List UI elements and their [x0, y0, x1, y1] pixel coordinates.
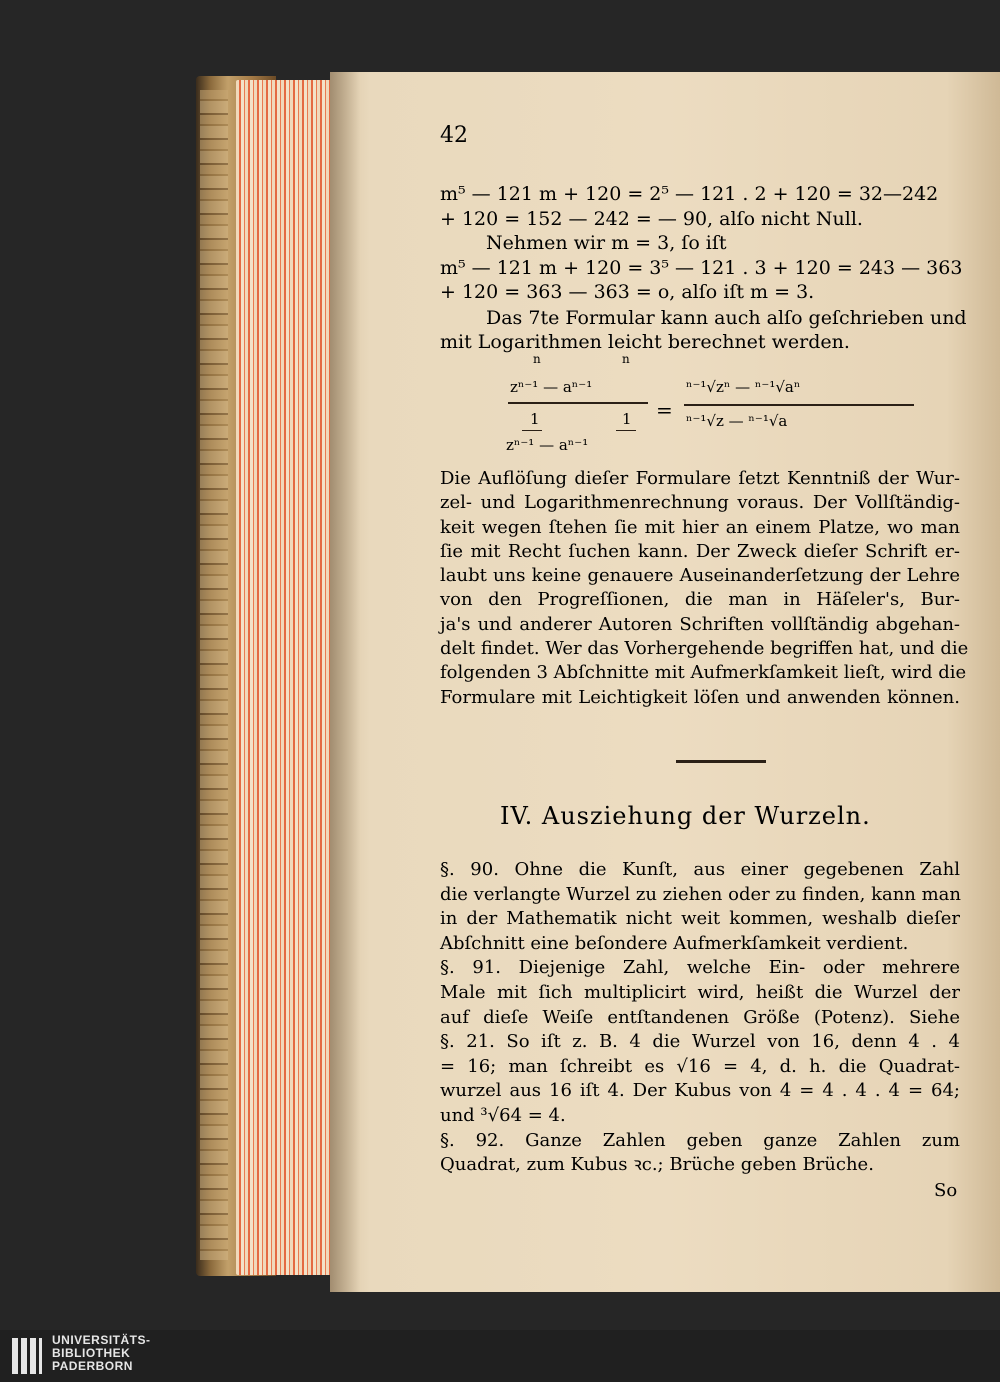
math-denominator-2: 1: [622, 410, 632, 428]
text-line: die verlangte Wurzel zu ziehen oder zu finden, kann man: [440, 883, 962, 905]
text-line: Quadrat, zum Kubus ꝛc.; Brüche geben Brüche.: [440, 1154, 874, 1176]
text-line: §. 21. So iſt z. B. 4 die Wurzel von 16, denn 4 . 4: [440, 1031, 960, 1053]
text-line: wurzel aus 16 iſt 4. Der Kubus von 4 = 4 . 4 . 4 = 64;: [440, 1080, 960, 1102]
paragraph-1: [440, 467, 969, 710]
math-small-bar-1: [522, 430, 542, 431]
page-number: 42: [440, 123, 468, 148]
formula-line-3: Nehmen wir m = 3, ſo iſt: [486, 232, 727, 254]
math-numerator-left: zⁿ⁻¹ — aⁿ⁻¹: [510, 378, 593, 396]
formula-line-4: m⁵ — 121 m + 120 = 3⁵ — 121 . 3 + 120 = 243 — 363: [440, 257, 963, 279]
math-denominator-right: ⁿ⁻¹√z — ⁿ⁻¹√a: [686, 412, 788, 430]
formula-line-5: + 120 = 363 — 363 = o, alſo iſt m = 3.: [440, 281, 815, 303]
text-line: ſie mit Recht ſuchen kann. Der Zweck dieſer Schrift er-: [440, 540, 960, 562]
formula-line-7: mit Logarithmen leicht berechnet werden.: [440, 331, 850, 353]
text-line: = 16; man ſchreibt es √16 = 4, d. h. die Quadrat-: [440, 1055, 960, 1077]
text-line: §. 91. Diejenige Zahl, welche Ein- oder mehrere: [440, 957, 960, 979]
formula-line-6: Das 7te Formular kann auch alſo geſchrieben und: [486, 307, 967, 329]
text-line: §. 90. Ohne die Kunſt, aus einer gegebenen Zahl: [440, 859, 960, 880]
formula-line-2: + 120 = 152 — 242 = — 90, alſo nicht Null.: [440, 208, 863, 230]
gutter-shadow: [330, 72, 360, 1292]
text-line: delt findet. Wer das Vorhergehende begriffen hat, und die: [440, 638, 969, 660]
text-line: §. 92. Ganze Zahlen geben ganze Zahlen zum: [440, 1129, 960, 1151]
math-small-bar-2: [616, 430, 636, 431]
text-line: zel- und Logarithmenrechnung voraus. Der Vollſtändig-: [440, 492, 960, 514]
page-edges: [236, 80, 336, 1275]
math-equals: =: [656, 398, 673, 422]
math-denominator-1: 1: [530, 410, 540, 428]
math-exp-right: n: [622, 352, 630, 366]
paragraph-2: [440, 858, 960, 1178]
text-line: Abſchnitt eine beſondere Aufmerkſamkeit verdient.: [440, 932, 909, 954]
math-fraction-bar-left: [508, 402, 648, 404]
text-line: in der Mathematik nicht weit kommen, weshalb dieſer: [440, 908, 960, 930]
text-line: auf dieſe Weiſe entſtandenen Größe (Potenz). Siehe: [440, 1006, 960, 1028]
text-line: Die Auflöſung dieſer Formulare ſetzt Kenntniß der Wur-: [440, 468, 960, 489]
text-line: keit wegen ſtehen ſie mit hier an einem Platze, wo man: [440, 516, 960, 538]
text-line: ja's und anderer Autoren Schriften vollſtändig abgehan-: [440, 613, 960, 635]
section-divider: [676, 760, 766, 763]
catchword: So: [934, 1180, 958, 1201]
library-name: [52, 1334, 151, 1373]
math-exp-left: n: [533, 352, 541, 366]
section-title: IV. Ausziehung der Wurzeln.: [500, 802, 871, 830]
text-line: folgenden 3 Abſchnitte mit Aufmerkſamkeit lieſt, wird die: [440, 662, 967, 684]
library-name-line: PADERBORN: [52, 1359, 133, 1373]
math-formula: [500, 352, 940, 464]
math-denominator-bottom: zⁿ⁻¹ — aⁿ⁻¹: [506, 436, 589, 454]
cover-spine-pattern: [200, 90, 228, 1260]
text-line: laubt uns keine genauere Auseinanderſetzung der Lehre: [440, 565, 960, 587]
formula-line-1: m⁵ — 121 m + 120 = 2⁵ — 121 . 2 + 120 = 32—242: [440, 183, 939, 205]
text-line: und ³√64 = 4.: [440, 1104, 566, 1126]
math-fraction-bar-right: [684, 404, 914, 406]
library-name-line: UNIVERSITÄTS-: [52, 1333, 151, 1347]
text-line: von den Progreſſionen, die man in Häſeler's, Bur-: [440, 589, 960, 611]
library-name-line: BIBLIOTHEK: [52, 1346, 131, 1360]
math-numerator-right: ⁿ⁻¹√zⁿ — ⁿ⁻¹√aⁿ: [686, 378, 801, 396]
text-line: Male mit ſich multiplicirt wird, heißt die Wurzel der: [440, 981, 960, 1003]
text-line: Formulare mit Leichtigkeit löſen und anwenden können.: [440, 686, 960, 708]
library-logo-icon: [10, 1336, 44, 1376]
